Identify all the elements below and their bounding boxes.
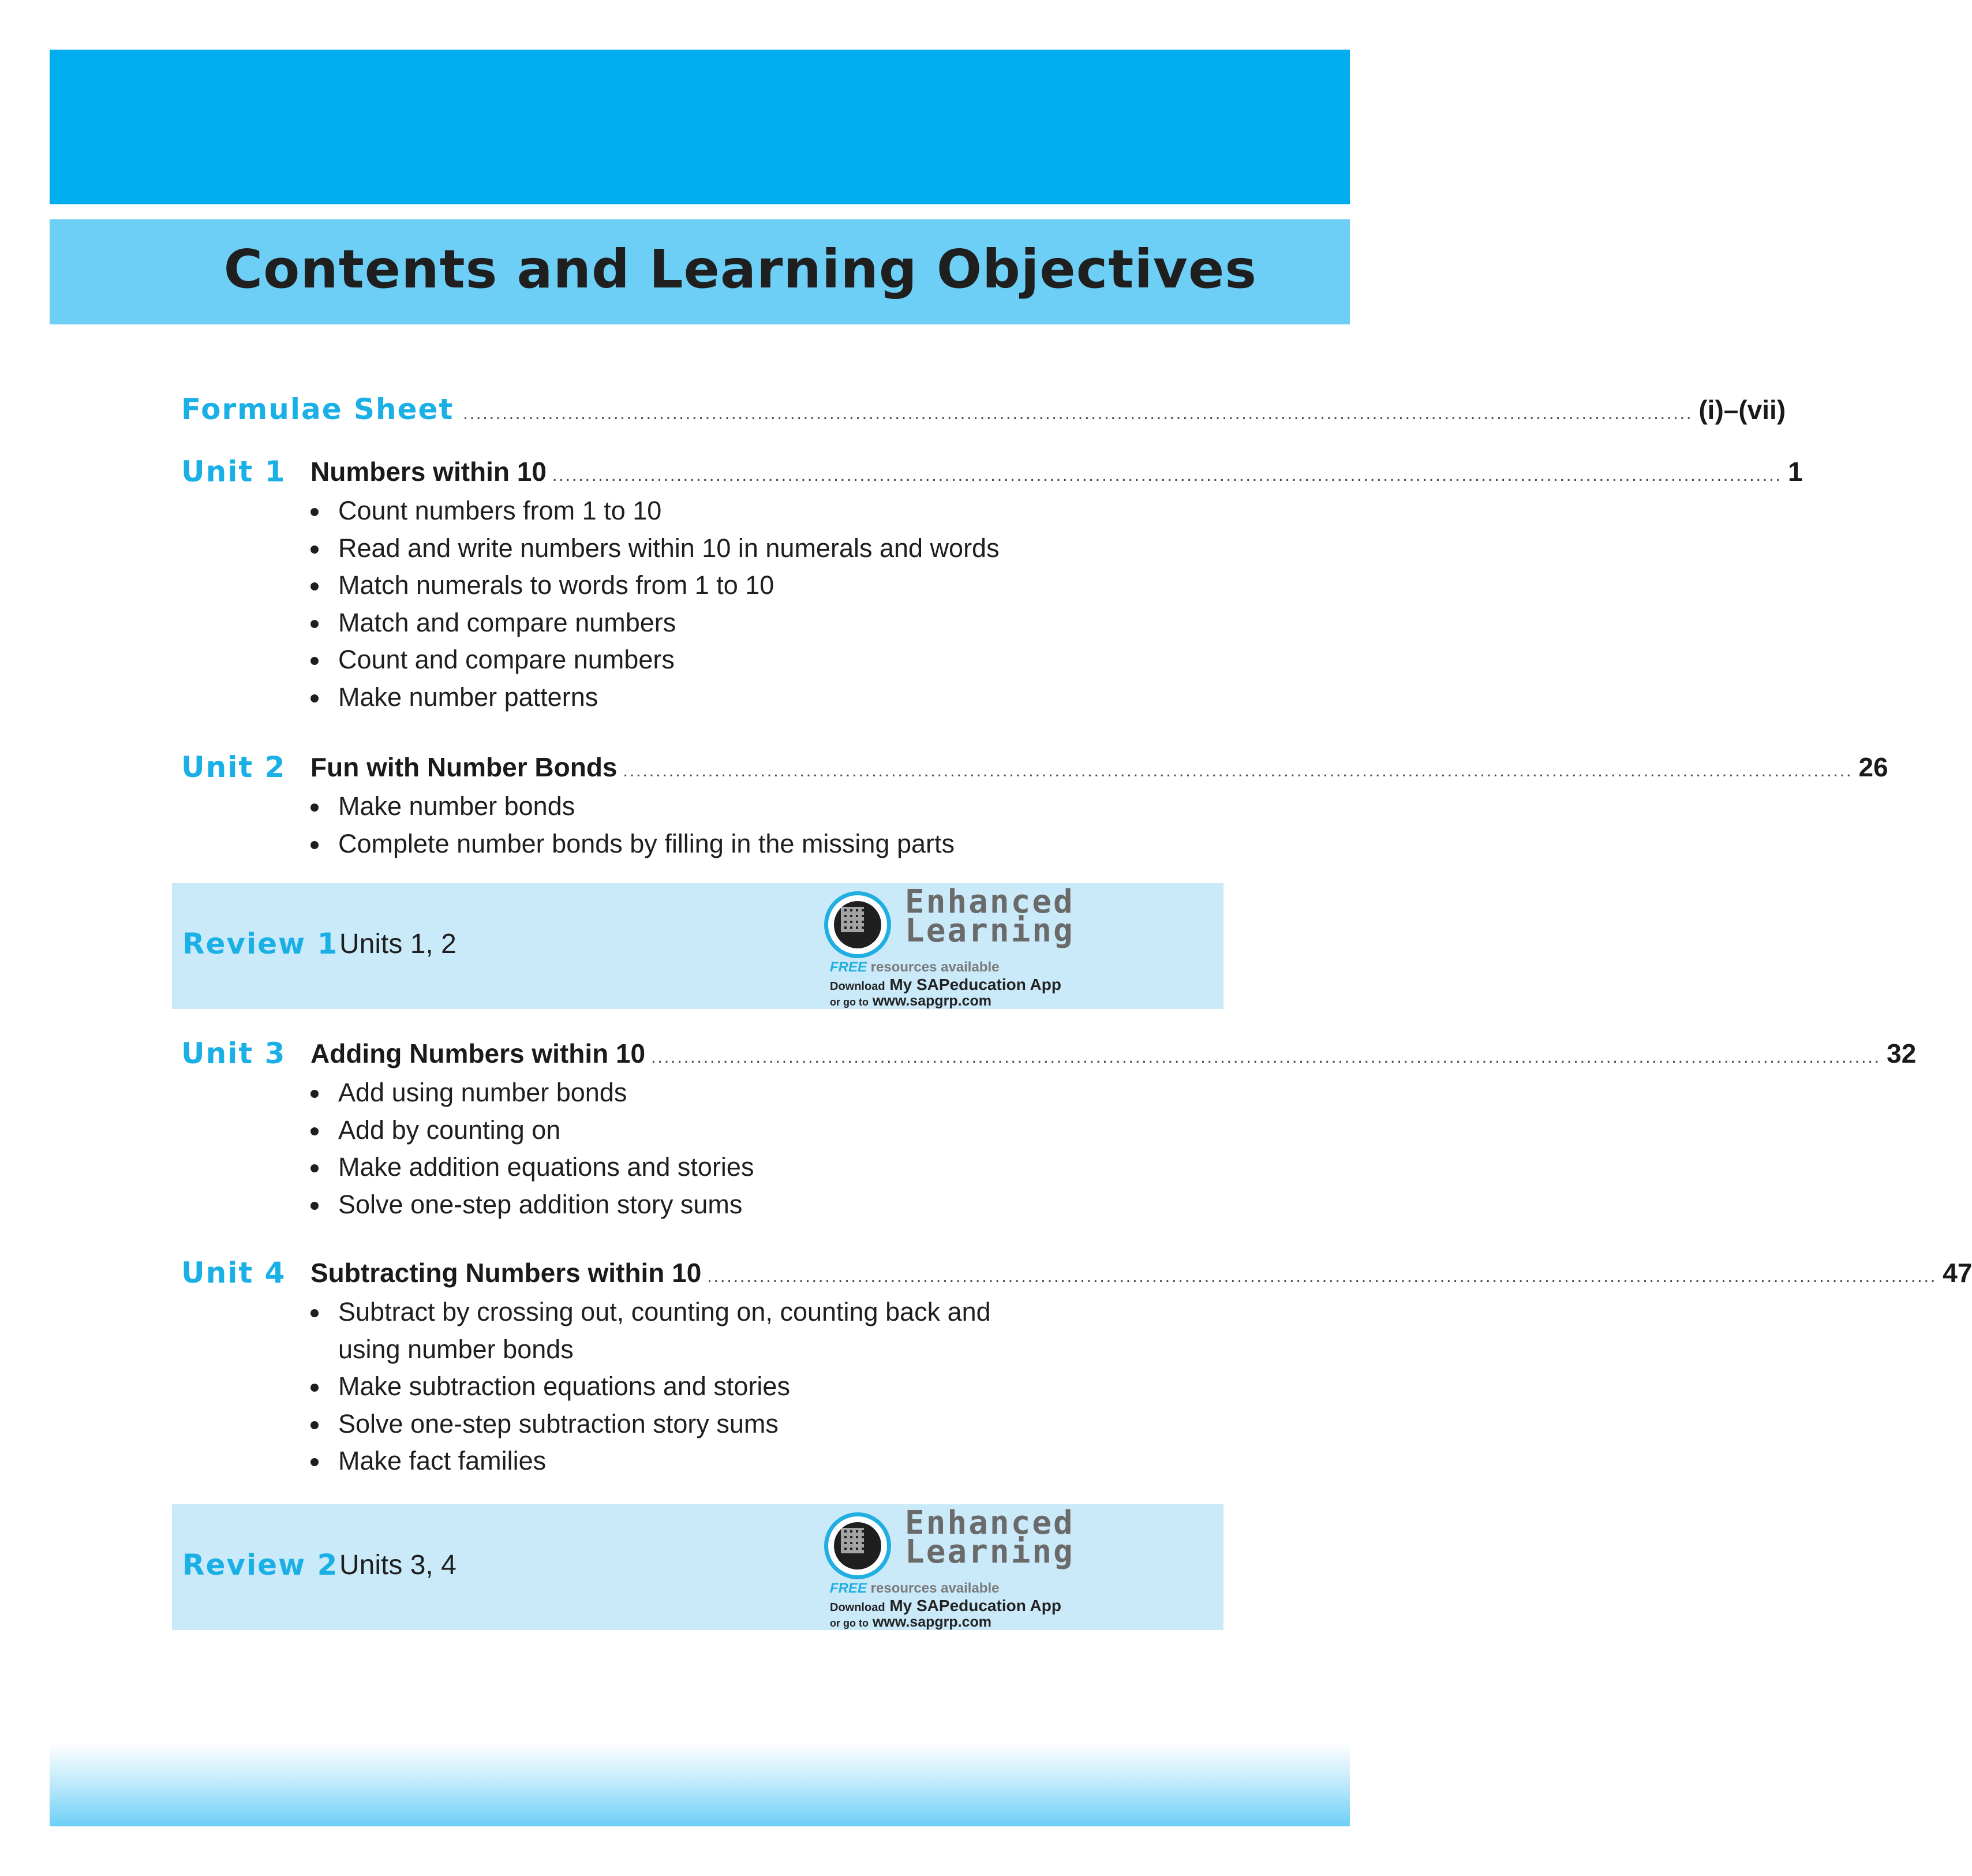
- list-item: Solve one-step subtraction story sums: [310, 1406, 991, 1443]
- dot-leader: ............................................................................................................................................................................................: [707, 1267, 1937, 1286]
- list-item: Solve one-step addition story sums: [310, 1186, 754, 1224]
- top-banner: [50, 50, 1350, 204]
- list-item: Read and write numbers within 10 in numerals and words: [310, 530, 1000, 567]
- badge-url-text: or go to www.sapgrp.com: [830, 993, 991, 1009]
- unit-4-page: 47: [1943, 1258, 1972, 1288]
- badge-download-text: Download My SAPeducation App: [830, 1597, 1061, 1615]
- dot-leader: ............................................................................................................................................................................................: [552, 466, 1782, 485]
- review-2-box[interactable]: [172, 1504, 1223, 1630]
- dot-leader: ............................................................................................................................................................................................: [623, 761, 1853, 780]
- unit-4-title: Subtracting Numbers within 10: [310, 1258, 702, 1288]
- unit-3-heading[interactable]: [310, 1038, 1917, 1069]
- list-item: Match numerals to words from 1 to 10: [310, 567, 1000, 604]
- unit-2-label: Unit 2: [181, 750, 286, 784]
- unit-3-objectives: [310, 1074, 754, 1223]
- review-2-units: Units 3, 4: [339, 1550, 456, 1580]
- enhanced-learning-logo-icon: [824, 1512, 891, 1579]
- list-item: Make number bonds: [310, 788, 955, 825]
- list-item: Complete number bonds by filling in the missing parts: [310, 825, 955, 863]
- list-item: Subtract by crossing out, counting on, counting back and: [310, 1294, 991, 1331]
- list-item: Make number patterns: [310, 679, 1000, 716]
- badge-free-text: FREE resources available: [830, 1580, 1000, 1596]
- enhanced-learning-badge: [824, 1504, 1124, 1630]
- review-1-label: Review 1: [182, 927, 339, 961]
- list-item-continuation: using number bonds: [338, 1334, 574, 1364]
- unit-3-page: 32: [1887, 1038, 1917, 1068]
- unit-2-heading[interactable]: [310, 752, 1888, 783]
- bottom-banner: [50, 1743, 1350, 1826]
- badge-title: Enhanced Learning: [905, 883, 1075, 950]
- list-item: Make addition equations and stories: [310, 1149, 754, 1186]
- unit-1-title: Numbers within 10: [310, 457, 547, 487]
- list-item: Add by counting on: [310, 1112, 754, 1149]
- list-item: Match and compare numbers: [310, 604, 1000, 642]
- list-item: Make subtraction equations and stories: [310, 1368, 991, 1406]
- unit-4-objectives: [310, 1294, 991, 1480]
- unit-2-title: Fun with Number Bonds: [310, 752, 618, 782]
- page-title: Contents and Learning Objectives: [223, 238, 1257, 300]
- dot-leader: ............................................................................................................................................................................................: [651, 1048, 1881, 1067]
- formulae-entry[interactable]: [181, 393, 1786, 426]
- review-2-label: Review 2: [182, 1548, 339, 1582]
- badge-url-text: or go to www.sapgrp.com: [830, 1614, 991, 1630]
- unit-4-heading[interactable]: [310, 1257, 1972, 1288]
- list-item: Count numbers from 1 to 10: [310, 492, 1000, 530]
- enhanced-learning-logo-icon: [824, 891, 891, 958]
- list-item: Add using number bonds: [310, 1074, 754, 1112]
- unit-1-label: Unit 1: [181, 455, 286, 488]
- unit-1-objectives: [310, 492, 1000, 716]
- enhanced-learning-badge: [824, 883, 1124, 1009]
- review-1-units: Units 1, 2: [339, 929, 456, 959]
- badge-free-text: FREE resources available: [830, 959, 1000, 975]
- dot-leader: ............................................................................................................................................................................................: [463, 404, 1693, 423]
- unit-4-label: Unit 4: [181, 1256, 286, 1290]
- list-item: Make fact families: [310, 1442, 991, 1480]
- unit-2-page: 26: [1858, 752, 1888, 782]
- unit-3-title: Adding Numbers within 10: [310, 1038, 646, 1068]
- unit-1-page: 1: [1787, 457, 1803, 487]
- badge-download-text: Download My SAPeducation App: [830, 976, 1061, 993]
- review-1-box[interactable]: [172, 883, 1223, 1009]
- badge-title: Enhanced Learning: [905, 1504, 1075, 1571]
- formulae-page: (i)–(vii): [1698, 395, 1786, 425]
- unit-2-objectives: [310, 788, 955, 862]
- unit-1-heading[interactable]: [310, 456, 1803, 487]
- unit-3-label: Unit 3: [181, 1037, 286, 1070]
- list-item: Count and compare numbers: [310, 641, 1000, 679]
- formulae-label: Formulae Sheet: [181, 393, 454, 426]
